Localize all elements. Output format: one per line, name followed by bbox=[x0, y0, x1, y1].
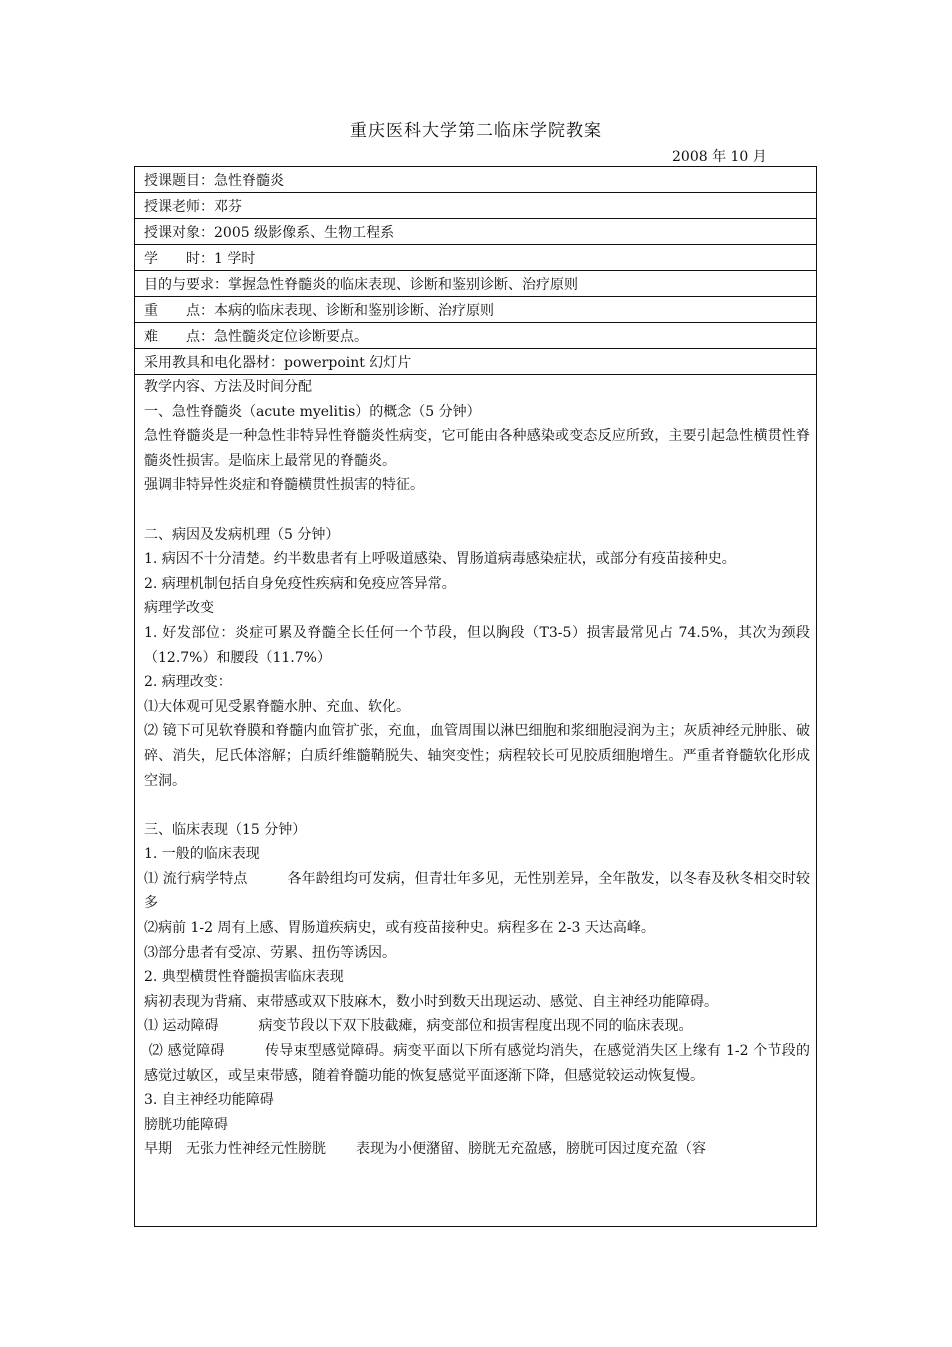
paragraph bbox=[144, 1014, 810, 1039]
paragraph: ⑴大体观可见受累脊髓水肿、充血、软化。 bbox=[144, 698, 410, 715]
paragraph: ⑵病前 1-2 周有上感、胃肠道疾病史，或有疫苗接种史。病程多在 2-3 天达高峰。 bbox=[144, 920, 655, 937]
row-key-points: 重 点：本病的临床表现、诊断和鉴别诊断、治疗原则 bbox=[135, 297, 816, 323]
item-label: ⑴ 运动障碍 bbox=[144, 1018, 219, 1035]
content-heading: 教学内容、方法及时间分配 bbox=[144, 379, 312, 395]
paragraph bbox=[144, 1039, 810, 1088]
paragraph: ⑶部分患者有受凉、劳累、扭伤等诱因。 bbox=[144, 944, 396, 961]
item-label: 无张力性神经元性膀胱 bbox=[186, 1141, 326, 1158]
section-3-heading: 三、临床表现（15 分钟） bbox=[144, 821, 307, 838]
teaching-content bbox=[135, 375, 816, 1226]
paragraph: 病初表现为背痛、束带感或双下肢麻木，数小时到数天出现运动、感觉、自主神经功能障碍。 bbox=[144, 993, 718, 1010]
subheading: 2. 典型横贯性脊髓损害临床表现 bbox=[144, 969, 344, 986]
paragraph: 急性脊髓炎是一种急性非特异性脊髓炎性病变，它可能由各种感染或变态反应所致，主要引起急性横贯性脊髓炎性损害。是临床上最常见的脊髓炎。 bbox=[144, 428, 810, 469]
subheading: 病理学改变 bbox=[144, 600, 214, 617]
item-text: 表现为小便潴留、膀胱无充盈感，膀胱可因过度充盈（容 bbox=[356, 1141, 706, 1158]
paragraph: 强调非特异性炎症和脊髓横贯性损害的特征。 bbox=[144, 477, 424, 494]
lesson-plan-table bbox=[134, 166, 817, 1227]
row-hours: 学 时：1 学时 bbox=[135, 245, 816, 271]
item-text: 传导束型感觉障碍。病变平面以下所有感觉均消失，在感觉消失区上缘有 1-2 个节段的感觉过敏区，或呈束带感，随着脊髓功能的恢复感觉平面逐渐下降，但感觉较运动恢复慢。 bbox=[144, 1043, 811, 1084]
subheading: 3. 自主神经功能障碍 bbox=[144, 1092, 274, 1109]
row-teaching-aids: 采用教具和电化器材：powerpoint 幻灯片 bbox=[135, 349, 816, 375]
paragraph: 1. 病因不十分清楚。约半数患者有上呼吸道感染、胃肠道病毒感染症状，或部分有疫苗接种史。 bbox=[144, 551, 736, 568]
paragraph: 1. 好发部位：炎症可累及脊髓全长任何一个节段，但以胸段（T3-5）损害最常见占 74.5%，其次为颈段（12.7%）和腰段（11.7%） bbox=[144, 624, 810, 666]
section-2-heading: 二、病因及发病机理（5 分钟） bbox=[144, 526, 340, 543]
row-audience: 授课对象：2005 级影像系、生物工程系 bbox=[135, 219, 816, 245]
subheading: 膀胱功能障碍 bbox=[144, 1116, 228, 1133]
subheading: 1. 一般的临床表现 bbox=[144, 846, 260, 863]
paragraph: 2. 病理机制包括自身免疫性疾病和免疫应答异常。 bbox=[144, 575, 456, 592]
item-text: 病变节段以下双下肢截瘫，病变部位和损害程度出现不同的临床表现。 bbox=[258, 1018, 693, 1035]
paragraph: ⑵ 镜下可见软脊膜和脊髓内血管扩张，充血，血管周围以淋巴细胞和浆细胞浸润为主；灰质神经元肿胀、破碎、消失，尼氏体溶解；白质纤维髓鞘脱失、轴突变性；病程较长可见胶质细胞增生。严重者脊髓软化形成空洞。 bbox=[144, 723, 810, 789]
paragraph bbox=[144, 1137, 810, 1162]
row-difficulties: 难 点：急性髓炎定位诊断要点。 bbox=[135, 323, 816, 349]
paragraph: 2. 病理改变： bbox=[144, 674, 232, 691]
item-label: ⑵ 感觉障碍 bbox=[148, 1043, 225, 1060]
section-1-heading: 一、急性脊髓炎（acute myelitis）的概念（5 分钟） bbox=[144, 403, 481, 420]
row-teacher: 授课老师：邓芬 bbox=[135, 193, 816, 219]
document-title: 重庆医科大学第二临床学院教案 bbox=[350, 121, 602, 141]
item-label: ⑴ 流行病学特点 bbox=[144, 870, 248, 887]
paragraph bbox=[144, 867, 810, 916]
item-text: 各年龄组均可发病，但青壮年多见，无性别差异，全年散发，以冬春及秋冬相交时较多 bbox=[144, 870, 810, 912]
row-course-topic: 授课题目：急性脊髓炎 bbox=[135, 167, 816, 193]
row-objectives: 目的与要求：掌握急性脊髓炎的临床表现、诊断和鉴别诊断、治疗原则 bbox=[135, 271, 816, 297]
document-date: 2008 年 10 月 bbox=[672, 149, 767, 165]
item-label: 早期 bbox=[144, 1141, 172, 1158]
